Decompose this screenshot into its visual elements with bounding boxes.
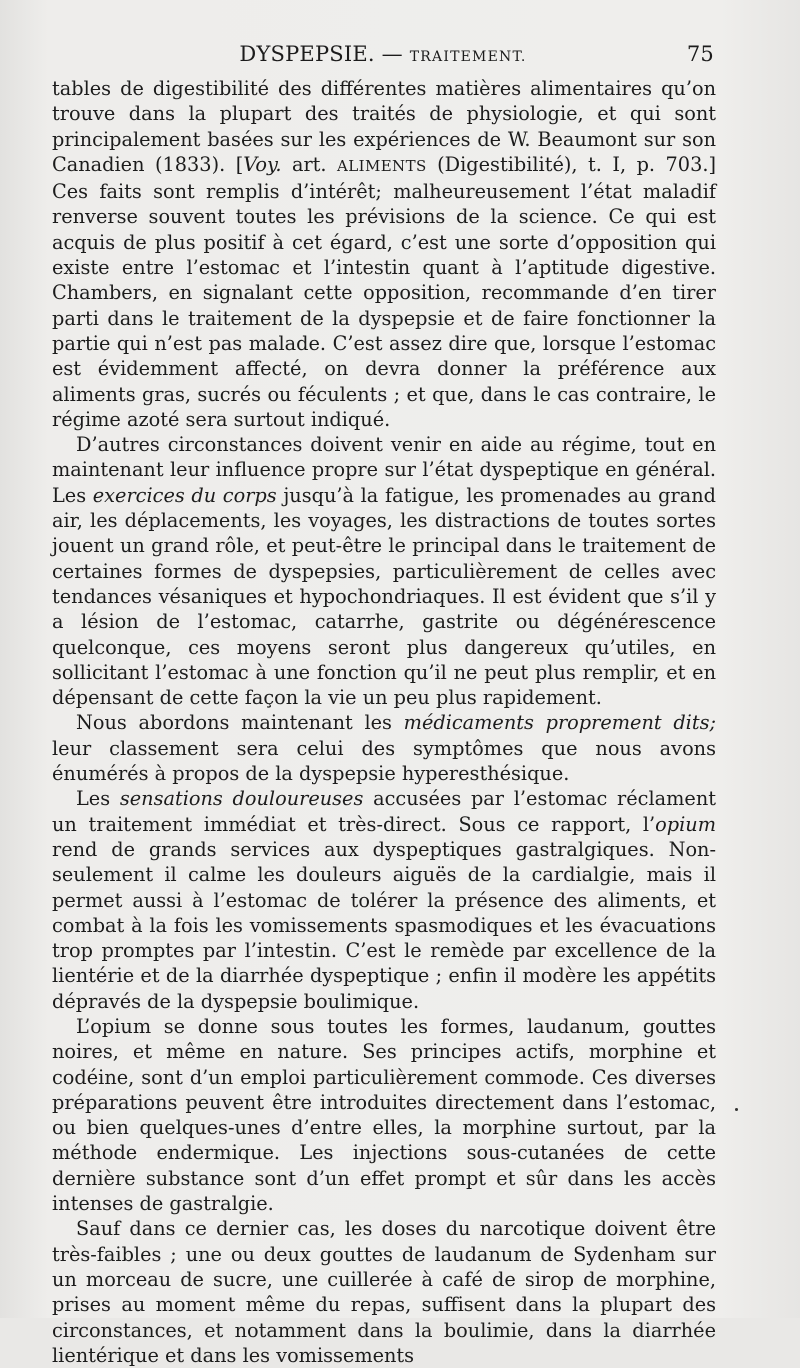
text-run: Nous abordons maintenant les xyxy=(76,711,404,735)
header-subtitle: TRAITEMENT. xyxy=(409,49,527,65)
italic-text: exercices du corps xyxy=(92,483,277,507)
italic-text: opium xyxy=(655,812,716,836)
running-title xyxy=(52,42,714,66)
paragraph-2 xyxy=(52,432,716,710)
italic-text: Voy. xyxy=(243,152,282,176)
paragraph-6 xyxy=(52,1216,716,1368)
text-run: jusqu’à la fatigue, les promenades au grand air, les déplacements, les voyages, les distractions de toutes sortes jouent un grand rôle, et peut-être le principal dans le traitement de certaines formes de dyspepsies, particulièrement de celles avec tendances vésaniques et hypochondriaques. Il est évident que s’il y a lésion de l’estomac, catarrhe, gastrite ou dégénérescence quelconque, ces moyens seront plus dangereux qu’utiles, en sollicitant l’estomac à une fonction qu’il ne peut plus remplir, et en dépensant de cette façon la vie un peu plus rapidement. xyxy=(52,483,716,710)
running-header xyxy=(52,42,714,72)
text-run: art. xyxy=(281,152,338,176)
text-run: leur classement sera celui des symptômes que nous avons énumérés à propos de la dyspepsie hyperesthésique. xyxy=(52,736,716,786)
text-run: accusées par l’estomac réclament un traitement immédiat et très-direct. Sous ce rapport, l’ xyxy=(52,787,716,836)
header-dash: — xyxy=(381,42,403,66)
paragraph-5 xyxy=(52,1014,716,1216)
margin-speck xyxy=(735,1108,738,1111)
paragraph-1 xyxy=(52,76,716,432)
text-run: (Digestibilité), t. I, p. 703.] Ces faits sont remplis d’intérêt; malheureusement l’état maladif renverse souvent toutes les prévisions de la science. Ce qui est acquis de plus positif à cet égard, c’est une sorte d’opposition qui existe entre l’estomac et l’intestin quant à l’aptitude digestive. Chambers, en signalant cette opposition, recommande d’en tirer parti dans le traitement de la dyspepsie et de faire fonctionner la partie qui n’est pas malade. C’est assez dire que, lorsque l’estomac est évidemment affecté, on devra donner la préférence aux aliments gras, sucrés ou féculents ; et que, dans le cas contraire, le régime azoté sera surtout indiqué. xyxy=(52,152,716,431)
text-run: L’opium se donne sous toutes les formes, laudanum, gouttes noires, et même en nature. Ses principes actifs, morphine et codéine, sont d’un emploi particulièrement commode. Ces diverses préparations peuvent être introduites directement dans l’estomac, ou bien quelques-unes d’entre elles, la morphine surtout, par la méthode endermique. Les injections sous-cutanées de cette dernière substance sont d’un effet prompt et sûr dans les accès intenses de gastralgie. xyxy=(52,1014,716,1216)
small-caps-text: ALIMENTS xyxy=(337,156,427,175)
paragraph-4 xyxy=(52,786,716,1014)
text-run: Les xyxy=(76,787,120,811)
header-title: DYSPEPSIE. xyxy=(239,42,375,66)
body-text xyxy=(52,76,716,1368)
italic-text: sensations douloureuses xyxy=(119,787,364,811)
italic-text: médicaments proprement dits; xyxy=(403,711,716,735)
paragraph-3 xyxy=(52,710,716,786)
text-run: D’autres circonstances doivent venir en aide au régime, tout en maintenant leur influence propre sur l’état dyspeptique en général. Les xyxy=(52,433,716,507)
text-run: tables de digestibilité des différentes matières alimentaires qu’on trouve dans la plupart des traités de physiologie, et qui sont principalement basées sur les expériences de W. Beaumont sur son Canadien (1833). [ xyxy=(52,77,716,176)
text-run: rend de grands services aux dyspeptiques gastralgiques. Non-seulement il calme les douleurs aiguës de la cardialgie, mais il permet aussi à l’estomac de tolérer la présence des aliments, et combat à la fois les vomissements spasmodiques et les évacuations trop promptes par l’intestin. C’est le remède par excellence de la lientérie et de la diarrhée dyspeptique ; enfin il modère les appétits dépravés de la dyspepsie boulimique. xyxy=(52,837,716,1013)
page-number: 75 xyxy=(686,42,714,66)
text-run: Sauf dans ce dernier cas, les doses du narcotique doivent être très-faibles ; une ou deux gouttes de laudanum de Sydenham sur un morceau de sucre, une cuillerée à café de sirop de morphine, prises au moment même du repas, suffisent dans la plupart des circonstances, et notamment dans la boulimie, dans la diarrhée lientérique et dans les vomissements xyxy=(52,1217,716,1367)
